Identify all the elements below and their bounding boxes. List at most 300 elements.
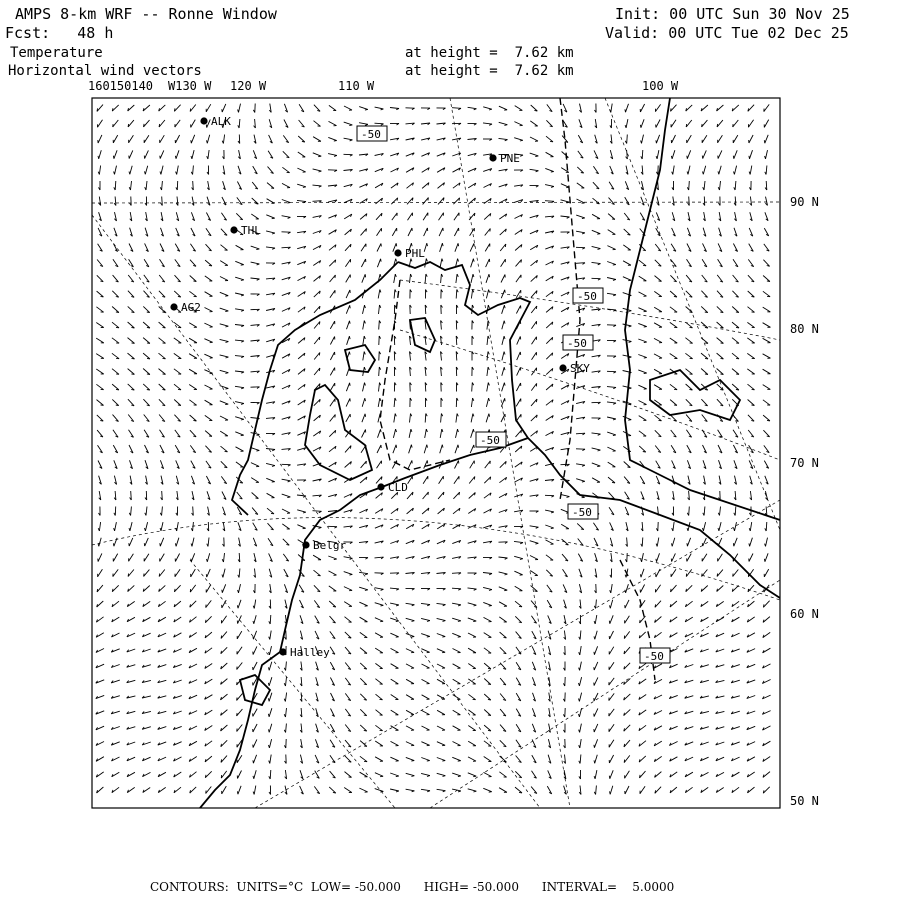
wind-vector	[672, 166, 675, 175]
wind-vector	[610, 786, 613, 795]
wind-vector	[579, 615, 581, 624]
wind-vector	[360, 756, 367, 761]
wind-vector	[701, 369, 708, 375]
wind-vector	[656, 135, 660, 143]
wind-vector	[656, 461, 661, 469]
wind-vector	[471, 414, 474, 423]
wind-vector	[329, 462, 337, 467]
wind-vector	[762, 695, 770, 699]
wind-vector	[394, 274, 397, 283]
wind-vector	[453, 649, 461, 653]
wind-vector	[468, 107, 477, 110]
wind-vector	[346, 275, 351, 283]
wind-vector	[732, 307, 739, 313]
wind-vector	[160, 445, 164, 453]
wind-vector	[114, 507, 116, 516]
wind-vector	[176, 228, 180, 236]
wind-vector	[204, 339, 212, 343]
wind-vector	[205, 756, 212, 762]
wind-vector	[700, 696, 709, 698]
wind-vector	[733, 259, 738, 266]
wind-vector	[223, 507, 226, 515]
wind-vector	[656, 150, 659, 159]
wind-vector	[731, 757, 739, 761]
wind-vector	[345, 647, 351, 654]
wind-vector	[359, 557, 368, 559]
wind-vector	[763, 726, 771, 730]
wind-vector	[703, 445, 707, 453]
wind-vector	[344, 170, 353, 172]
wind-vector	[96, 338, 104, 343]
wind-vector	[392, 228, 397, 236]
wind-vector	[269, 631, 272, 640]
filchner-coast	[280, 487, 382, 652]
wind-vector	[345, 740, 351, 747]
wind-vector	[731, 633, 739, 637]
wind-vector	[221, 663, 228, 669]
wind-vector	[672, 197, 674, 206]
wind-vector	[749, 228, 753, 236]
wind-vector	[143, 306, 149, 312]
wind-vector	[269, 646, 272, 655]
wind-vector	[285, 600, 287, 609]
wind-vector	[174, 400, 181, 406]
wind-vector	[532, 771, 537, 778]
wind-vector	[576, 386, 585, 389]
wind-vector	[501, 259, 506, 267]
wind-vector	[685, 696, 694, 699]
wind-vector	[499, 587, 507, 591]
wind-vector	[238, 553, 240, 562]
wind-vector	[269, 584, 271, 593]
station-label: THL	[241, 224, 261, 237]
wind-vector	[330, 368, 335, 376]
wind-vector	[158, 711, 167, 713]
wind-vector	[143, 105, 150, 111]
wind-vector	[453, 695, 461, 700]
wind-vector	[390, 618, 399, 622]
wind-vector	[625, 600, 629, 608]
wind-vector	[344, 557, 353, 560]
wind-vector	[640, 119, 644, 127]
wind-vector	[672, 538, 675, 547]
wind-vector	[456, 352, 458, 361]
wind-vector	[609, 647, 614, 655]
wind-vector	[142, 649, 150, 652]
wind-vector	[143, 601, 150, 606]
wind-vector	[530, 479, 539, 482]
latitude-label: 90 N	[790, 195, 819, 209]
wind-vector	[670, 338, 677, 343]
wind-vector	[703, 522, 706, 531]
wind-vector	[314, 337, 320, 344]
wind-vector	[145, 243, 149, 251]
wind-vector	[437, 540, 445, 544]
wind-vector	[375, 663, 382, 668]
wind-vector	[624, 631, 629, 638]
meridian-f	[430, 580, 780, 808]
latitude-label: 70 N	[790, 456, 819, 470]
antarctic-peninsula-west	[232, 262, 398, 515]
wind-vector	[564, 662, 566, 671]
wind-vector	[471, 290, 473, 299]
wind-vector	[159, 415, 165, 422]
wind-vector	[421, 123, 430, 125]
wind-vector	[190, 585, 195, 592]
wind-vector	[363, 305, 366, 314]
wind-vector	[686, 399, 692, 405]
wind-vector	[98, 228, 102, 236]
wind-vector	[282, 247, 291, 249]
longitude-label: 120 W	[230, 79, 267, 93]
wind-vector	[731, 696, 740, 698]
wind-vector	[717, 338, 724, 344]
wind-vector	[376, 477, 382, 484]
wind-vector	[732, 322, 739, 328]
wind-vector	[223, 522, 225, 531]
wind-vector	[253, 662, 257, 670]
wind-vector	[531, 306, 537, 313]
wind-vector	[223, 181, 226, 190]
wind-vector	[328, 185, 337, 187]
wind-vector	[362, 430, 366, 438]
wind-vector	[470, 243, 474, 251]
wind-vector	[346, 414, 351, 422]
wind-vector	[363, 383, 366, 392]
wind-vector	[378, 398, 381, 407]
wind-vector	[189, 757, 197, 762]
wind-vector	[531, 601, 537, 608]
wind-vector	[159, 585, 166, 591]
wind-vector	[190, 445, 195, 452]
wind-vector	[672, 522, 674, 531]
wind-vector	[749, 554, 753, 562]
wind-vector	[158, 696, 167, 698]
wind-vector	[747, 617, 754, 622]
wind-vector	[486, 274, 490, 283]
wind-vector	[472, 367, 474, 376]
wind-vector	[189, 726, 197, 730]
wind-vector	[129, 507, 131, 516]
island-1	[410, 318, 435, 352]
wind-vector	[641, 135, 644, 144]
wind-vector	[174, 384, 181, 390]
wind-vector	[516, 693, 521, 701]
wind-vector	[359, 587, 368, 590]
wind-vector	[284, 120, 288, 128]
wind-vector	[623, 277, 631, 281]
wind-vector	[330, 678, 334, 686]
wind-vector	[609, 678, 614, 685]
wind-vector	[437, 108, 446, 110]
station-dot	[230, 226, 237, 233]
wind-vector	[671, 585, 677, 592]
wind-vector	[282, 369, 290, 373]
wind-vector	[128, 291, 134, 298]
wind-vector	[144, 291, 150, 298]
wind-vector	[762, 680, 770, 684]
wind-vector	[145, 522, 148, 531]
wind-vector	[610, 150, 612, 159]
wind-vector	[685, 338, 692, 344]
wind-vector	[112, 369, 119, 375]
wind-vector	[670, 307, 677, 312]
wind-vector	[158, 727, 167, 730]
wind-vector	[282, 232, 291, 234]
wind-vector	[190, 415, 197, 421]
wind-vector	[654, 741, 662, 746]
wind-vector	[252, 493, 259, 499]
wind-vector	[732, 369, 739, 375]
wind-vector	[438, 508, 445, 514]
wind-vector	[749, 445, 754, 453]
wind-vector	[97, 415, 103, 421]
wind-vector	[361, 229, 367, 236]
wind-vector	[98, 244, 103, 252]
wind-vector	[623, 416, 631, 420]
wind-vector	[609, 770, 613, 778]
wind-vector	[160, 150, 164, 158]
wind-vector	[160, 507, 162, 516]
wind-vector	[750, 212, 752, 221]
wind-vector	[282, 433, 291, 435]
wind-vector	[300, 755, 302, 764]
wind-vector	[207, 553, 210, 562]
wind-vector	[531, 415, 537, 421]
wind-vector	[159, 120, 165, 127]
wind-vector	[484, 509, 492, 513]
wind-vector	[514, 170, 523, 172]
wind-vector	[546, 307, 553, 313]
wind-vector	[391, 695, 399, 700]
wind-vector	[703, 460, 706, 468]
wind-vector	[441, 352, 443, 361]
wind-vector	[160, 460, 163, 468]
wind-vector	[750, 491, 752, 500]
wind-vector	[439, 476, 444, 484]
wind-vector	[205, 648, 212, 653]
wind-vector	[99, 491, 101, 500]
wind-vector	[330, 662, 334, 670]
wind-vector	[719, 476, 721, 485]
wind-vector	[452, 108, 461, 110]
wind-vector	[314, 121, 321, 127]
wind-vector	[375, 183, 383, 188]
wind-vector	[499, 557, 508, 559]
wind-vector	[517, 367, 521, 375]
wind-vector	[344, 106, 352, 110]
wind-vector	[298, 292, 306, 297]
wind-vector	[671, 445, 676, 453]
wind-vector	[189, 323, 197, 328]
wind-vector	[268, 523, 274, 530]
wind-vector	[174, 601, 181, 607]
wind-vector	[391, 168, 399, 172]
wind-vector	[576, 479, 585, 482]
wind-vector	[748, 430, 754, 437]
wind-vector	[468, 573, 477, 575]
wind-vector	[113, 554, 118, 562]
wind-vector	[112, 617, 120, 622]
wind-vector	[314, 786, 319, 793]
wind-vector	[607, 340, 616, 342]
wind-vector	[516, 647, 521, 654]
wind-vector	[654, 756, 661, 761]
wind-vector	[546, 120, 552, 126]
wind-vector	[545, 231, 554, 233]
wind-vector	[98, 553, 102, 561]
wind-vector	[670, 787, 677, 793]
wind-vector	[424, 445, 427, 454]
wind-vector	[158, 772, 166, 776]
wind-vector	[237, 771, 241, 779]
wind-vector	[500, 756, 507, 762]
wind-vector	[161, 476, 163, 485]
wind-vector	[176, 507, 178, 516]
wind-vector	[360, 617, 368, 622]
wind-vector	[576, 449, 585, 451]
wind-vector	[484, 213, 491, 219]
wind-vector	[655, 585, 660, 592]
wind-vector	[425, 383, 427, 392]
wind-vector	[563, 724, 565, 733]
wind-vector	[298, 307, 305, 312]
wind-vector	[502, 336, 505, 345]
wind-vector	[345, 756, 351, 762]
wind-vector	[747, 757, 755, 761]
wind-vector	[748, 400, 755, 406]
wind-vector	[158, 649, 166, 652]
wind-vector	[577, 523, 584, 529]
wind-vector	[641, 522, 643, 531]
wind-vector	[159, 275, 165, 282]
wind-vector	[300, 662, 302, 671]
contour-legend: CONTOURS: UNITS=°C LOW= -50.000 HIGH= -50.000 INTERVAL= 5.0000	[150, 880, 675, 894]
wind-vector	[330, 275, 336, 282]
wind-vector	[330, 352, 334, 360]
wind-vector	[313, 137, 321, 142]
wind-vector	[96, 354, 104, 359]
wind-vector	[764, 461, 768, 469]
wind-vector	[718, 181, 720, 190]
wind-vector	[685, 649, 693, 652]
wind-vector	[502, 305, 506, 314]
wind-vector	[221, 725, 228, 731]
wind-vector	[748, 384, 755, 390]
wind-vector	[548, 693, 550, 702]
wind-vector	[654, 338, 662, 342]
wind-vector	[654, 695, 662, 699]
wind-vector	[235, 309, 244, 312]
wind-vector	[300, 708, 302, 717]
wind-vector	[469, 493, 476, 499]
wind-vector	[158, 601, 165, 606]
wind-vector	[471, 259, 475, 268]
wind-vector	[205, 632, 212, 638]
wind-vector	[468, 773, 476, 777]
wind-vector	[222, 197, 226, 205]
wind-vector	[437, 726, 445, 730]
wind-vector	[639, 679, 646, 684]
wind-vector	[453, 679, 461, 684]
wind-vector	[330, 616, 336, 623]
wind-vector	[610, 553, 612, 562]
wind-vector	[266, 402, 275, 404]
station-dot	[302, 541, 309, 548]
wind-vector	[143, 586, 150, 592]
wind-vector	[206, 600, 212, 607]
wind-vector	[687, 538, 691, 546]
wind-vector	[144, 135, 149, 143]
wind-vector	[111, 696, 120, 699]
wind-vector	[732, 338, 739, 344]
wind-vector	[516, 756, 522, 763]
wind-vector	[608, 214, 615, 220]
wind-vector	[207, 135, 210, 144]
wind-vector	[282, 494, 291, 498]
wind-vector	[375, 725, 382, 730]
wind-vector	[297, 216, 306, 218]
wind-vector	[329, 430, 335, 436]
wind-vector	[406, 138, 415, 140]
wind-vector	[394, 336, 396, 345]
wind-vector	[268, 538, 273, 545]
wind-vector	[579, 739, 582, 748]
wind-vector	[593, 182, 599, 189]
wind-vector	[189, 695, 197, 699]
wind-vector	[595, 135, 598, 144]
wind-vector	[406, 588, 415, 590]
contour-label	[640, 648, 670, 663]
wind-vector	[251, 371, 260, 373]
wind-vector	[205, 741, 212, 746]
wind-vector	[394, 305, 396, 314]
wind-vector	[377, 244, 381, 252]
wind-vector	[422, 524, 430, 529]
wind-vector	[128, 415, 134, 422]
wind-vector	[345, 772, 352, 778]
wind-vector	[221, 710, 228, 716]
wind-vector	[763, 369, 771, 374]
wind-vector	[408, 460, 412, 468]
wind-vector	[345, 725, 351, 732]
wind-vector	[483, 788, 491, 792]
wind-vector	[500, 461, 506, 467]
wind-vector	[206, 585, 211, 593]
wind-vector	[205, 726, 213, 731]
wind-vector	[377, 461, 382, 468]
wind-vector	[639, 756, 646, 762]
wind-vector	[437, 556, 446, 558]
wind-vector	[176, 197, 178, 206]
wind-vector	[734, 522, 737, 531]
wind-vector	[625, 104, 629, 112]
wind-vector	[313, 495, 322, 497]
wind-vector	[530, 230, 538, 234]
wind-vector	[160, 181, 162, 190]
wind-vector	[406, 695, 414, 700]
wind-vector	[410, 305, 412, 314]
wind-vector	[487, 352, 489, 361]
wind-vector	[251, 478, 259, 483]
wind-vector	[379, 367, 381, 376]
wind-vector	[421, 603, 430, 605]
wind-vector	[501, 398, 505, 406]
wind-vector	[130, 491, 132, 500]
wind-vector	[701, 399, 707, 406]
wind-vector	[314, 399, 320, 405]
longitude-label: W130 W	[168, 79, 212, 93]
